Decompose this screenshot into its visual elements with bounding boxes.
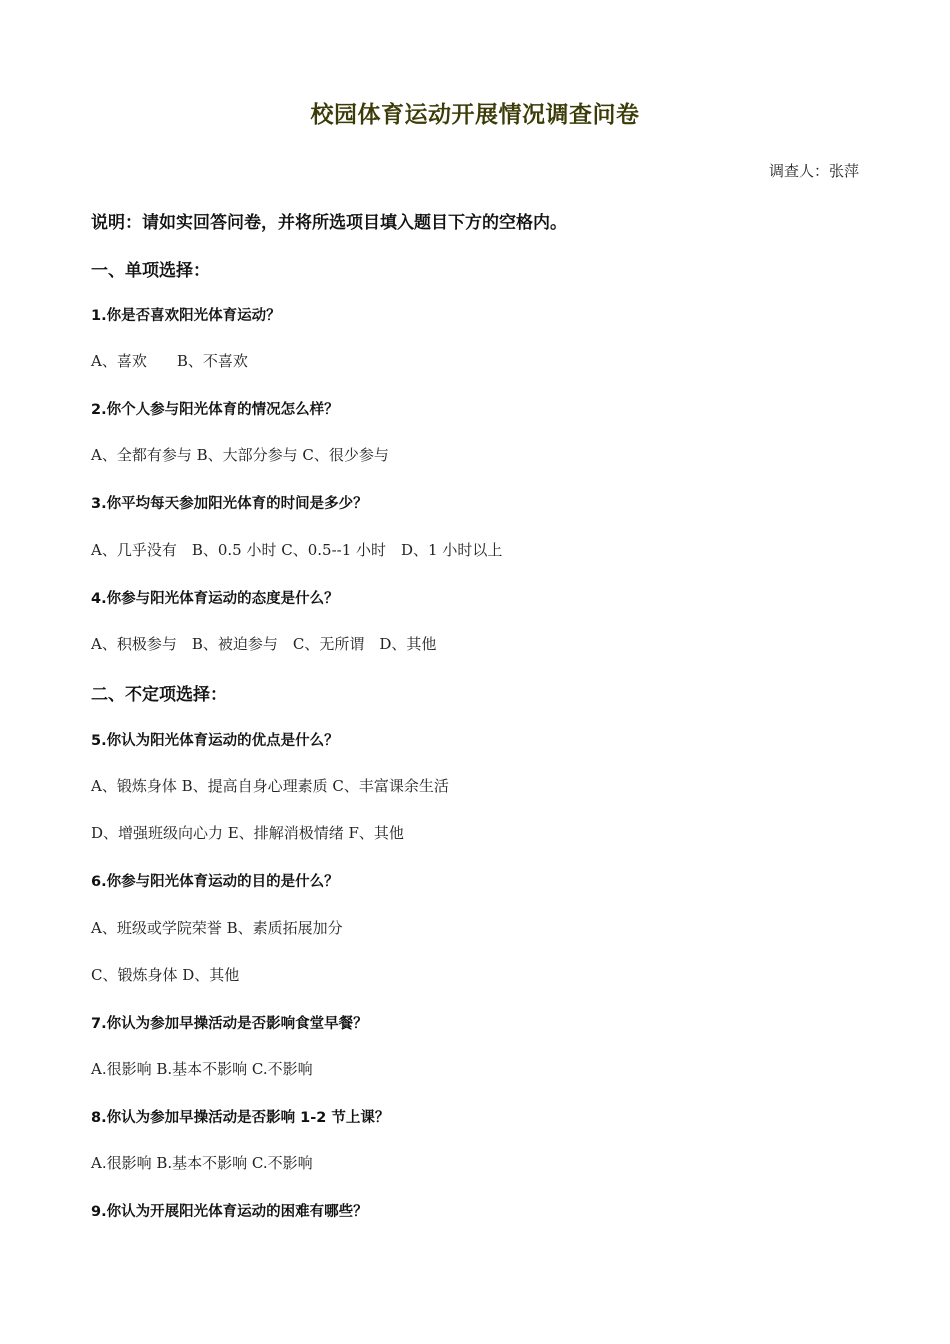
question-6-options-line-2: C、锻炼身体 D、其他: [91, 966, 240, 984]
question-5: 5.你认为阳光体育运动的优点是什么？: [91, 733, 339, 749]
question-4: 4.你参与阳光体育运动的态度是什么？: [91, 591, 339, 607]
question-2-options: A、全都有参与 B、大部分参与 C、很少参与: [91, 446, 389, 464]
instructions: 说明：请如实回答问卷，并将所选项目填入题目下方的空格内。: [91, 213, 567, 233]
question-8-options: A.很影响 B.基本不影响 C.不影响: [91, 1154, 313, 1172]
question-2: 2.你个人参与阳光体育的情况怎么样？: [91, 402, 339, 418]
question-6: 6.你参与阳光体育运动的目的是什么？: [91, 874, 339, 890]
question-7: 7.你认为参加早操活动是否影响食堂早餐？: [91, 1016, 368, 1032]
question-9: 9.你认为开展阳光体育运动的困难有哪些？: [91, 1204, 368, 1220]
question-1: 1.你是否喜欢阳光体育运动？: [91, 308, 281, 324]
question-3-options: A、几乎没有 B、0.5 小时 C、0.5--1 小时 D、1 小时以上: [91, 541, 503, 559]
question-5-options-line-2: D、增强班级向心力 E、排解消极情绪 F、其他: [91, 824, 404, 842]
question-5-options-line-1: A、锻炼身体 B、提高自身心理素质 C、丰富课余生活: [91, 777, 449, 795]
question-1-options: A、喜欢 B、不喜欢: [91, 352, 248, 370]
section-heading-multiple-choice: 二、不定项选择：: [91, 685, 227, 705]
question-7-options: A.很影响 B.基本不影响 C.不影响: [91, 1060, 313, 1078]
question-6-options-line-1: A、班级或学院荣誉 B、素质拓展加分: [91, 919, 343, 937]
question-4-options: A、积极参与 B、被迫参与 C、无所谓 D、其他: [91, 635, 437, 653]
investigator-label: 调查人：张萍: [768, 162, 859, 180]
section-heading-single-choice: 一、单项选择：: [91, 261, 210, 281]
question-3: 3.你平均每天参加阳光体育的时间是多少？: [91, 496, 368, 512]
question-8: 8.你认为参加早操活动是否影响 1-2 节上课？: [91, 1110, 390, 1126]
page-title: 校园体育运动开展情况调查问卷: [310, 102, 640, 128]
